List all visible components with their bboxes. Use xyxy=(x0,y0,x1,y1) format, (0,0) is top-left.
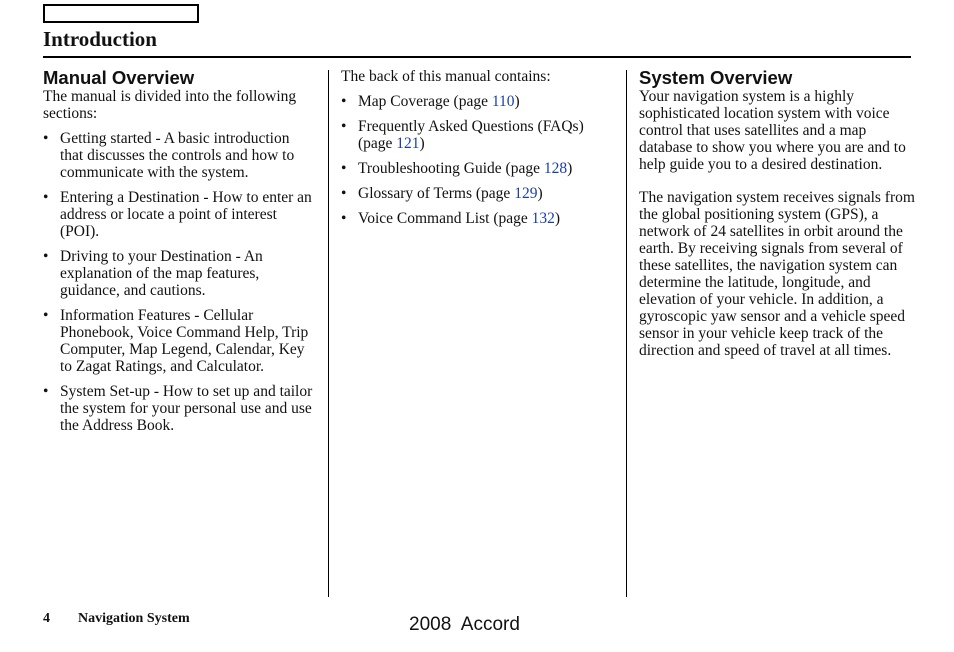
system-overview-heading: System Overview xyxy=(639,67,793,88)
list-item-text: Getting started - A basic introduction that discusses the controls and how to communicate with the system. xyxy=(60,130,295,181)
title-divider xyxy=(43,56,911,58)
list-item: • Getting started - A basic introduction that discusses the controls and how to communicate with the system. xyxy=(43,130,295,181)
page-link-glossary[interactable]: 129 xyxy=(514,185,538,202)
list-item-text: Glossary of Terms (page xyxy=(358,185,515,202)
system-overview-column xyxy=(639,68,915,359)
list-item-text: Entering a Destination - How to enter an address or locate a point of interest (POI). xyxy=(60,189,312,240)
column-divider-left xyxy=(328,70,329,597)
list-item: • System Set-up - How to set up and tailor the system for your personal use and use the Address Book. xyxy=(43,383,313,434)
list-item: • Troubleshooting Guide (page 128) xyxy=(341,160,573,177)
list-item: • Map Coverage (page 110) xyxy=(341,93,520,110)
list-item-text: Driving to your Destination - An explanation of the map features, guidance, and cautions. xyxy=(60,248,263,299)
footer-model: 2008 Accord xyxy=(409,614,520,635)
list-item: • Entering a Destination - How to enter an address or locate a point of interest (POI). xyxy=(43,189,312,240)
back-of-manual-intro: The back of this manual contains: xyxy=(341,68,551,85)
back-of-manual-column xyxy=(341,68,617,235)
manual-overview-intro: The manual is divided into the following sections: xyxy=(43,88,297,122)
column-divider-right xyxy=(626,70,627,597)
list-item: • Driving to your Destination - An explanation of the map features, guidance, and cautions. xyxy=(43,248,263,299)
page-link-voice-commands[interactable]: 132 xyxy=(531,210,555,227)
list-item: • Glossary of Terms (page 129) xyxy=(341,185,543,202)
manual-sections-list xyxy=(43,130,315,434)
list-item: • Voice Command List (page 132) xyxy=(341,210,561,227)
list-item-text: Troubleshooting Guide (page xyxy=(358,160,544,177)
system-overview-paragraph-2: The navigation system receives signals from the global positioning system (GPS), a network of 24 satellites in orbit around the earth. By receiving signals from several of these satellites, the navigation system can determine the latitude, longitude, and elevation of your vehicle. In addition, a gyroscopic yaw sensor and a vehicle speed sensor in your vehicle keep track of the direction and speed of travel at all times. xyxy=(639,189,915,359)
page-link-map-coverage[interactable]: 110 xyxy=(491,93,515,110)
manual-overview-heading: Manual Overview xyxy=(43,67,195,88)
list-item-text: Information Features - Cellular Phonebook, Voice Command Help, Trip Computer, Map Legend, Calendar, Key to Zagat Ratings, and Calculator. xyxy=(60,307,309,375)
manual-overview-column xyxy=(43,68,315,442)
footer-system-name: Navigation System xyxy=(78,611,190,626)
list-item-text: Map Coverage (page xyxy=(358,93,492,110)
list-item-text: Voice Command List (page xyxy=(358,210,532,227)
list-item: • Information Features - Cellular Phonebook, Voice Command Help, Trip Computer, Map Legend, Calendar, Key to Zagat Ratings, and Calculator. xyxy=(43,307,309,375)
list-item: • Frequently Asked Questions (FAQs) (page 121) xyxy=(341,118,584,152)
list-item-text: Frequently Asked Questions (FAQs) (page xyxy=(358,118,584,152)
page-title: Introduction xyxy=(43,27,157,51)
system-overview-paragraph-1: Your navigation system is a highly sophisticated location system with voice control that uses satellites and a map database to show you where you are and to help guide you to a desired destination. xyxy=(639,88,906,173)
page-link-troubleshooting[interactable]: 128 xyxy=(543,160,568,177)
page-number: 4 xyxy=(43,611,50,626)
back-contents-list xyxy=(341,93,617,227)
page-link-faqs[interactable]: 121 xyxy=(396,135,420,152)
header-box xyxy=(43,4,199,23)
list-item-text: System Set-up - How to set up and tailor the system for your personal use and use the Address Book. xyxy=(60,383,313,434)
